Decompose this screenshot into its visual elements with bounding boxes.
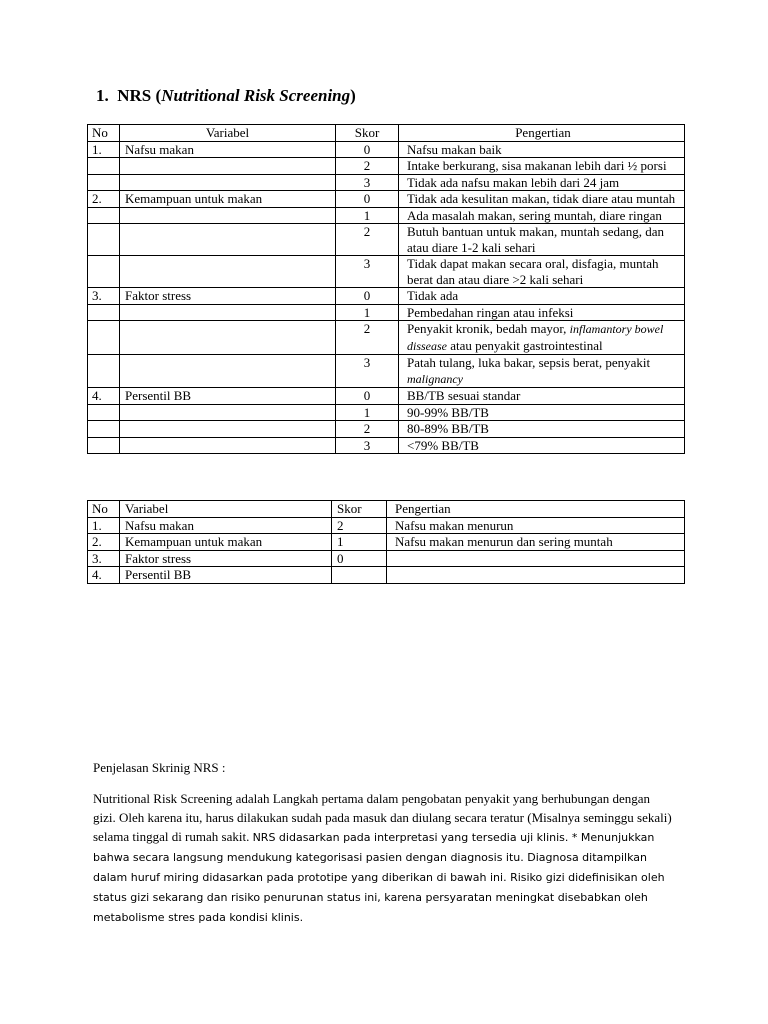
cell-variabel <box>120 355 336 388</box>
pengertian-text: Tidak ada kesulitan makan, tidak diare atau muntah <box>407 191 676 206</box>
pengertian-text: Ada masalah makan, sering muntah, diare ringan <box>407 207 662 223</box>
section-heading: 1. NRS (Nutritional Risk Screening) <box>96 86 356 105</box>
table-row <box>88 437 685 454</box>
pengertian-text: Nafsu makan menurun <box>395 517 514 533</box>
cell-skor: 0 <box>336 288 399 305</box>
cell-pengertian <box>387 517 685 534</box>
table-row <box>88 517 685 534</box>
cell-variabel: Nafsu makan <box>120 517 332 534</box>
nrs-criteria-table <box>87 124 685 454</box>
cell-variabel <box>120 158 336 175</box>
table-row <box>88 256 685 288</box>
table-row <box>88 191 685 208</box>
cell-skor: 0 <box>336 191 399 208</box>
cell-variabel: Persentil BB <box>120 388 336 405</box>
header-pengertian: Pengertian <box>399 125 685 142</box>
cell-no <box>88 421 120 438</box>
cell-no: 2. <box>88 191 120 208</box>
cell-pengertian <box>399 256 685 288</box>
cell-pengertian <box>399 321 685 355</box>
cell-no: 1. <box>88 141 120 158</box>
table-row <box>88 224 685 256</box>
cell-skor: 1 <box>336 207 399 224</box>
cell-skor: 2 <box>336 421 399 438</box>
explanation-paragraph <box>93 789 673 927</box>
cell-no <box>88 174 120 191</box>
cell-variabel: Persentil BB <box>120 567 332 584</box>
table-row <box>88 207 685 224</box>
header-pengertian: Pengertian <box>387 501 685 518</box>
table-row <box>88 288 685 305</box>
table-row <box>88 388 685 405</box>
pengertian-text: Nafsu makan menurun dan sering muntah <box>395 534 613 549</box>
cell-variabel <box>120 224 336 256</box>
cell-skor: 1 <box>336 304 399 321</box>
cell-pengertian <box>399 304 685 321</box>
table-row <box>88 567 685 584</box>
pengertian-text: Tidak dapat makan secara oral, disfagia, muntah berat dan atau diare >2 kali sehari <box>407 256 659 287</box>
cell-no: 1. <box>88 517 120 534</box>
cell-pengertian <box>387 567 685 584</box>
cell-variabel: Kemampuan untuk makan <box>120 191 336 208</box>
pengertian-text: Nafsu makan baik <box>407 141 502 157</box>
pengertian-text: BB/TB sesuai standar <box>407 388 521 403</box>
cell-no <box>88 304 120 321</box>
cell-variabel <box>120 437 336 454</box>
header-variabel: Variabel <box>120 501 332 518</box>
cell-no: 3. <box>88 288 120 305</box>
cell-variabel <box>120 207 336 224</box>
pengertian-text: Intake berkurang, sisa makanan lebih dari ½ porsi <box>407 158 667 173</box>
cell-no: 4. <box>88 388 120 405</box>
cell-skor: 3 <box>336 256 399 288</box>
heading-subtitle: Nutritional Risk Screening <box>161 86 351 105</box>
cell-skor: 3 <box>336 437 399 454</box>
header-skor: Skor <box>336 125 399 142</box>
cell-skor <box>332 567 387 584</box>
pengertian-text: Tidak ada nafsu makan lebih dari 24 jam <box>407 174 620 190</box>
explanation-title: Penjelasan Skrinig NRS : <box>93 760 226 775</box>
pengertian-tail: atau penyakit gastrointestinal <box>447 337 603 353</box>
cell-variabel: Faktor stress <box>120 288 336 305</box>
cell-pengertian <box>399 158 685 175</box>
cell-variabel <box>120 304 336 321</box>
pengertian-text: <79% BB/TB <box>407 437 479 453</box>
cell-pengertian <box>399 224 685 256</box>
cell-no <box>88 207 120 224</box>
cell-no: 3. <box>88 550 120 567</box>
table-row <box>88 355 685 388</box>
explanation-text-serif: Nutritional Risk Screening adalah Langkah pertama dalam pengobatan penyakit yang berhubungan dengan gizi. Oleh karena itu, harus dilakukan sudah pada masuk dan diulang secara teratur (Misalnya seminggu sekali) selama tinggal di rumah sakit. <box>93 791 672 844</box>
cell-skor: 2 <box>332 517 387 534</box>
cell-pengertian <box>399 388 685 405</box>
cell-skor: 0 <box>336 141 399 158</box>
header-variabel: Variabel <box>120 125 336 142</box>
cell-skor: 3 <box>336 355 399 388</box>
cell-no <box>88 437 120 454</box>
heading-number: 1. <box>96 86 109 105</box>
cell-skor: 1 <box>336 404 399 421</box>
cell-no <box>88 355 120 388</box>
cell-skor: 3 <box>336 174 399 191</box>
pengertian-text: Pembedahan ringan atau infeksi <box>407 304 574 320</box>
pengertian-text: Tidak ada <box>407 288 459 303</box>
cell-skor: 2 <box>336 158 399 175</box>
cell-pengertian <box>399 355 685 388</box>
cell-pengertian <box>399 191 685 208</box>
table-row <box>88 421 685 438</box>
cell-skor: 2 <box>336 224 399 256</box>
cell-pengertian <box>387 534 685 551</box>
cell-pengertian <box>399 421 685 438</box>
explanation-text-sans: NRS didasarkan pada interpretasi yang tersedia uji klinis. * Menunjukkan bahwa secara langsung mendukung kategorisasi pasien dengan diagnosis itu. Diagnosa ditampilkan dalam huruf miring didasarkan pada prototipe yang diberikan di bawah ini. Risiko gizi didefinisikan oleh status gizi sekarang dan risiko penurunan status ini, karena persyaratan meningkat disebabkan oleh metabolisme stres pada kondisi klinis. <box>93 831 665 924</box>
table-header-row <box>88 125 685 142</box>
cell-variabel <box>120 404 336 421</box>
table-row <box>88 158 685 175</box>
cell-no <box>88 224 120 256</box>
cell-variabel <box>120 256 336 288</box>
cell-no <box>88 256 120 288</box>
cell-pengertian <box>399 404 685 421</box>
cell-pengertian <box>387 550 685 567</box>
table-row <box>88 550 685 567</box>
pengertian-text: Penyakit kronik, bedah mayor, <box>407 321 570 336</box>
cell-no <box>88 158 120 175</box>
pengertian-text: Butuh bantuan untuk makan, muntah sedang, dan atau diare 1-2 kali sehari <box>407 224 665 255</box>
table-header-row <box>88 501 685 518</box>
cell-variabel <box>120 321 336 355</box>
cell-pengertian <box>399 141 685 158</box>
cell-skor: 1 <box>332 534 387 551</box>
table-row <box>88 304 685 321</box>
cell-skor: 0 <box>336 388 399 405</box>
cell-no <box>88 321 120 355</box>
cell-pengertian <box>399 288 685 305</box>
cell-skor: 0 <box>332 550 387 567</box>
table-row <box>88 141 685 158</box>
table-row <box>88 404 685 421</box>
cell-pengertian <box>399 207 685 224</box>
cell-skor: 2 <box>336 321 399 355</box>
pengertian-italic-term: malignancy <box>407 371 463 386</box>
cell-variabel: Nafsu makan <box>120 141 336 158</box>
cell-no: 4. <box>88 567 120 584</box>
cell-variabel: Faktor stress <box>120 550 332 567</box>
header-no: No <box>88 125 120 142</box>
cell-no <box>88 404 120 421</box>
header-skor: Skor <box>332 501 387 518</box>
table-row <box>88 534 685 551</box>
table-row <box>88 174 685 191</box>
header-no: No <box>88 501 120 518</box>
cell-pengertian <box>399 174 685 191</box>
pengertian-text: 80-89% BB/TB <box>407 421 489 436</box>
cell-variabel: Kemampuan untuk makan <box>120 534 332 551</box>
cell-no: 2. <box>88 534 120 551</box>
table-row <box>88 321 685 355</box>
heading-title: NRS <box>117 86 152 105</box>
cell-variabel <box>120 421 336 438</box>
pengertian-text: 90-99% BB/TB <box>407 404 489 420</box>
cell-pengertian <box>399 437 685 454</box>
patient-score-table <box>87 500 685 584</box>
cell-variabel <box>120 174 336 191</box>
pengertian-italic-term: inflamantory bowel dissease <box>407 322 664 353</box>
pengertian-text: Patah tulang, luka bakar, sepsis berat, penyakit <box>407 355 651 370</box>
